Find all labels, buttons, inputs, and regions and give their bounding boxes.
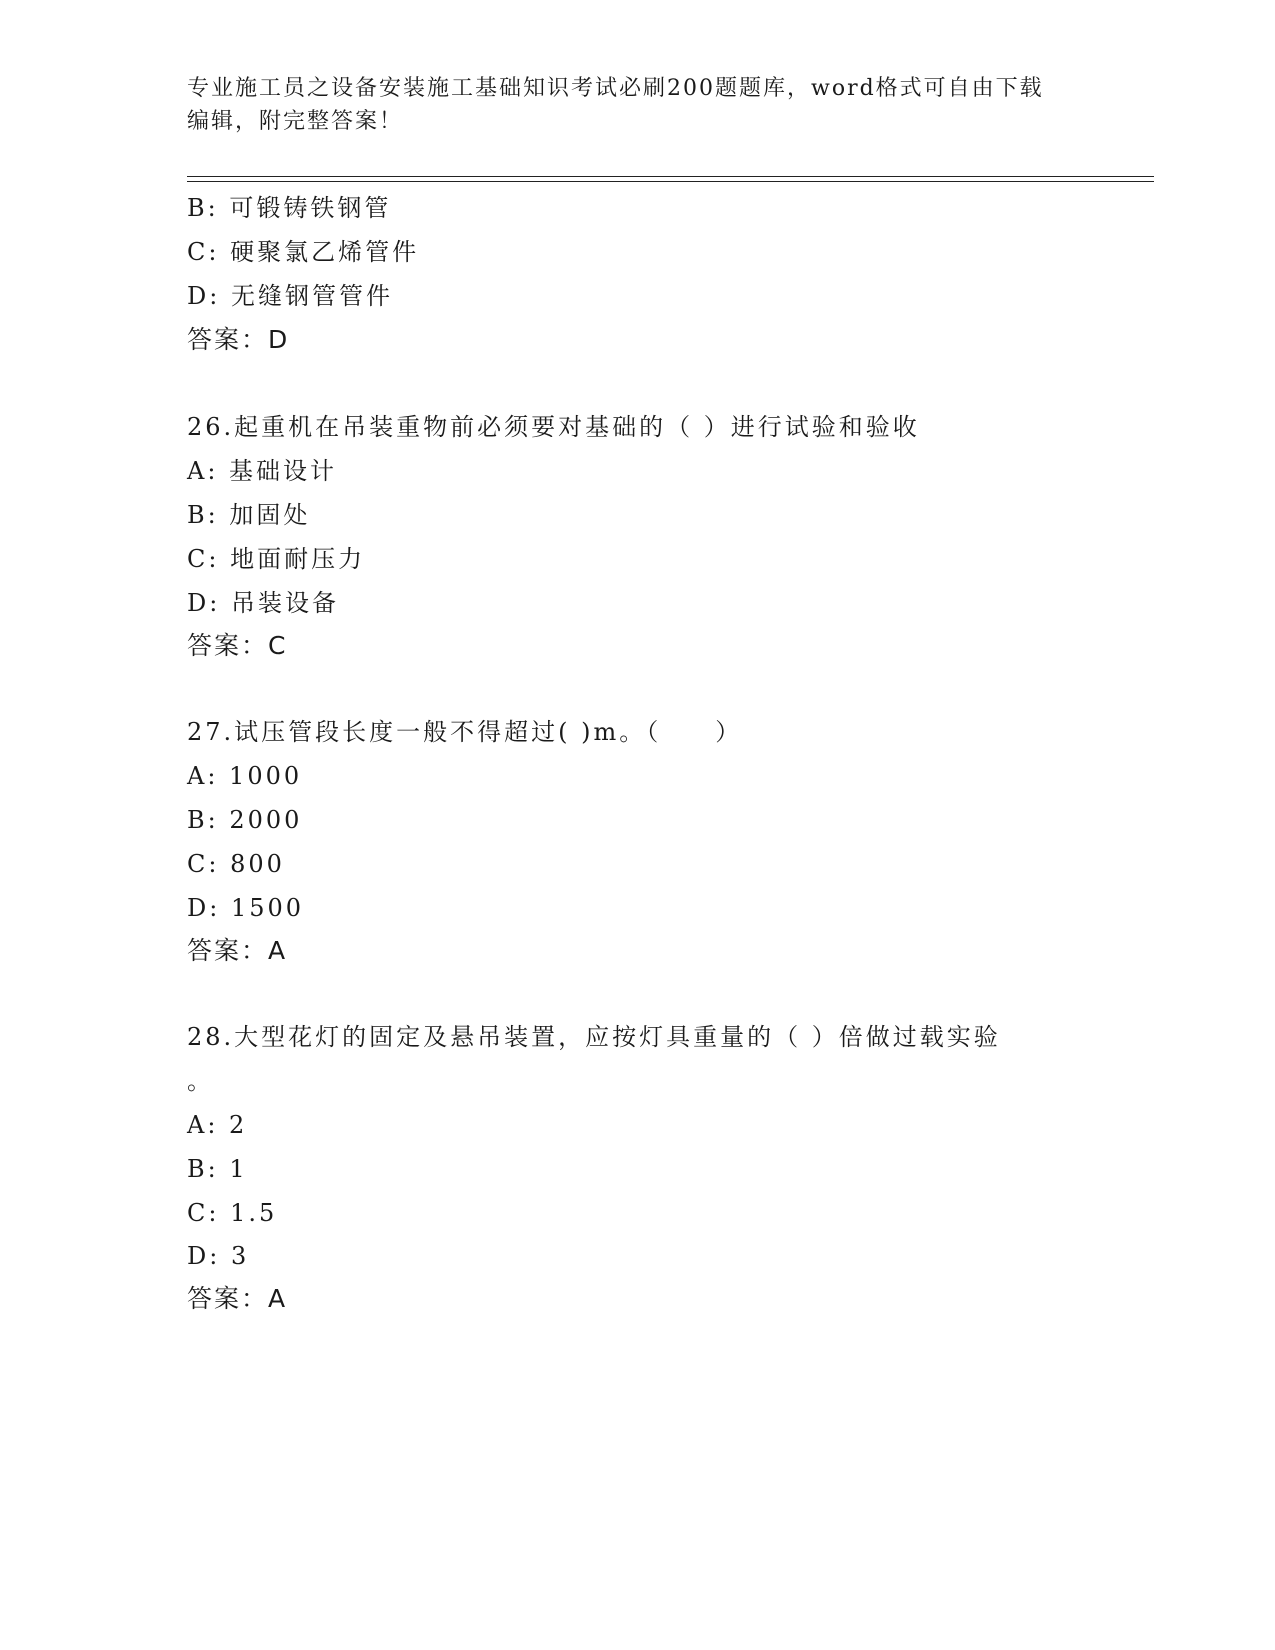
q25-option-c: C: 硬聚氯乙烯管件 (187, 238, 420, 266)
q26-option-a: A: 基础设计 (187, 457, 338, 485)
q28-stem-line-2: 。 (187, 1067, 214, 1095)
q26-stem: 26.起重机在吊装重物前必须要对基础的（ ）进行试验和验收 (187, 413, 920, 441)
document-header (187, 72, 1067, 138)
q27-option-a: A: 1000 (187, 762, 303, 790)
q27-option-c: C: 800 (187, 850, 285, 878)
q28-answer: 答案：A (187, 1284, 288, 1313)
q26-option-d: D: 吊装设备 (187, 589, 339, 617)
q25-option-d: D: 无缝钢管管件 (187, 282, 393, 310)
header-line-1: 专业施工员之设备安装施工基础知识考试必刷200题题库，word格式可自由下载 (187, 76, 1044, 101)
q25-option-b: B: 可锻铸铁钢管 (187, 194, 392, 222)
q26-option-c: C: 地面耐压力 (187, 545, 366, 573)
header-rule-top (187, 176, 1154, 177)
q27-answer: 答案：A (187, 936, 288, 965)
header-line-2: 编辑，附完整答案！ (187, 109, 404, 134)
q27-option-b: B: 2000 (187, 806, 303, 834)
q27-option-d: D: 1500 (187, 894, 305, 922)
q26-option-b: B: 加固处 (187, 501, 311, 529)
q25-answer: 答案：D (187, 325, 290, 354)
q28-option-b: B: 1 (187, 1155, 248, 1183)
q28-option-c: C: 1.5 (187, 1199, 278, 1227)
header-rule-bottom (187, 181, 1154, 182)
q28-stem-line-1: 28.大型花灯的固定及悬吊装置，应按灯具重量的（ ）倍做过载实验 (187, 1023, 1001, 1051)
q28-option-a: A: 2 (187, 1111, 248, 1139)
q27-stem: 27.试压管段长度一般不得超过( )m。（ ） (187, 718, 743, 746)
q28-option-d: D: 3 (187, 1242, 250, 1270)
q26-answer: 答案：C (187, 631, 288, 660)
